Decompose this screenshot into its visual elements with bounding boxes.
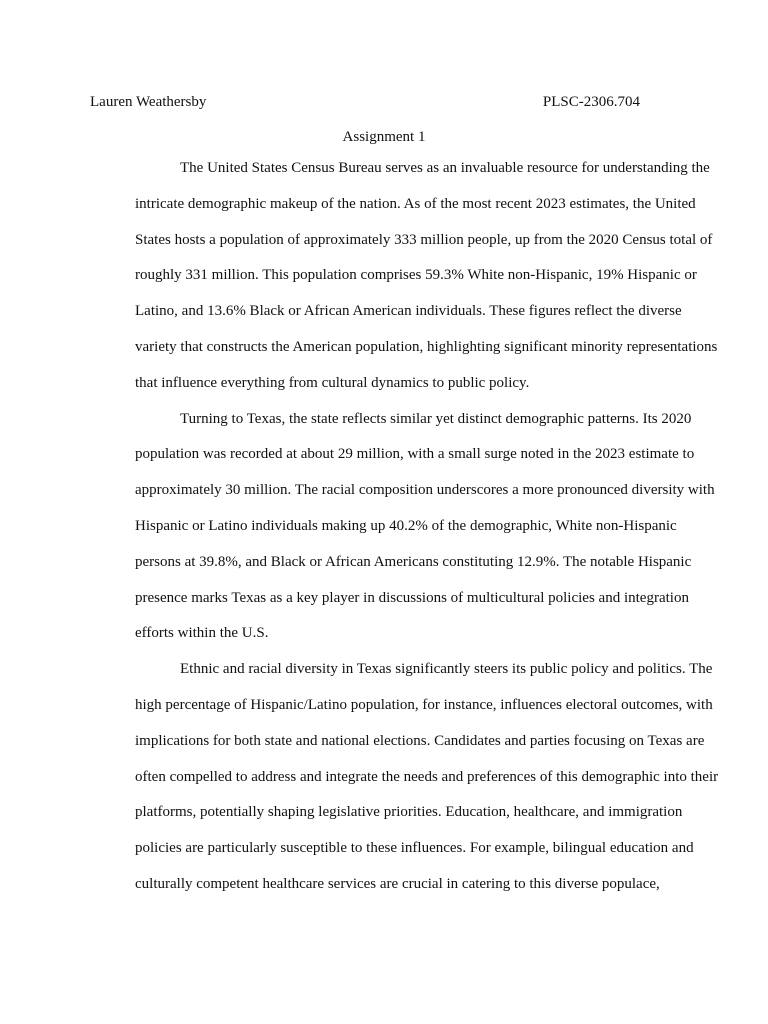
paragraph-line: variety that constructs the American population, highlighting significant minority representations	[135, 338, 718, 355]
paragraph-policy	[90, 652, 719, 903]
paragraph-line: persons at 39.8%, and Black or African Americans constituting 12.9%. The notable Hispanic	[135, 553, 692, 570]
paragraph-line: implications for both state and national elections. Candidates and parties focusing on Texas are	[135, 732, 705, 749]
paragraph-line: Ethnic and racial diversity in Texas significantly steers its public policy and politics. The	[180, 661, 713, 678]
header-row	[90, 90, 678, 115]
course-code: PLSC-2306.704	[542, 94, 640, 110]
document-title: Assignment 1	[342, 129, 426, 145]
document-body	[90, 90, 719, 903]
paragraph-line: Turning to Texas, the state reflects similar yet distinct demographic patterns. Its 2020	[180, 410, 692, 427]
paragraph-line: population was recorded at about 29 million, with a small surge noted in the 2023 estimate to	[135, 446, 695, 463]
paragraph-line: presence marks Texas as a key player in discussions of multicultural policies and integration	[135, 589, 689, 606]
paragraph-line: efforts within the U.S.	[135, 625, 269, 642]
paragraph-line: roughly 331 million. This population comprises 59.3% White non-Hispanic, 19% Hispanic or	[135, 267, 697, 284]
paragraph-line: policies are particularly susceptible to these influences. For example, bilingual education and	[135, 840, 694, 857]
paragraph-line: culturally competent healthcare services are crucial in catering to this diverse populace,	[135, 875, 660, 892]
paragraph-line: Latino, and 13.6% Black or African American individuals. These figures reflect the diverse	[135, 303, 682, 320]
paragraph-census	[90, 151, 718, 402]
paragraph-line: intricate demographic makeup of the nation. As of the most recent 2023 estimates, the United	[135, 195, 696, 212]
paragraph-line: approximately 30 million. The racial composition underscores a more pronounced diversity with	[135, 482, 715, 499]
paragraph-line: States hosts a population of approximately 333 million people, up from the 2020 Census total of	[135, 231, 713, 248]
author-name: Lauren Weathersby	[90, 94, 207, 110]
paragraph-line: that influence everything from cultural dynamics to public policy.	[135, 374, 530, 391]
paragraph-texas	[90, 402, 715, 653]
paragraph-line: platforms, potentially shaping legislative priorities. Education, healthcare, and immigration	[135, 804, 683, 821]
paragraph-line: The United States Census Bureau serves as an invaluable resource for understanding the	[180, 160, 710, 176]
paragraph-line: Hispanic or Latino individuals making up 40.2% of the demographic, White non-Hispanic	[135, 517, 677, 534]
paragraph-line: often compelled to address and integrate the needs and preferences of this demographic into their	[135, 768, 719, 785]
paragraph-line: high percentage of Hispanic/Latino population, for instance, influences electoral outcomes, with	[135, 696, 713, 713]
